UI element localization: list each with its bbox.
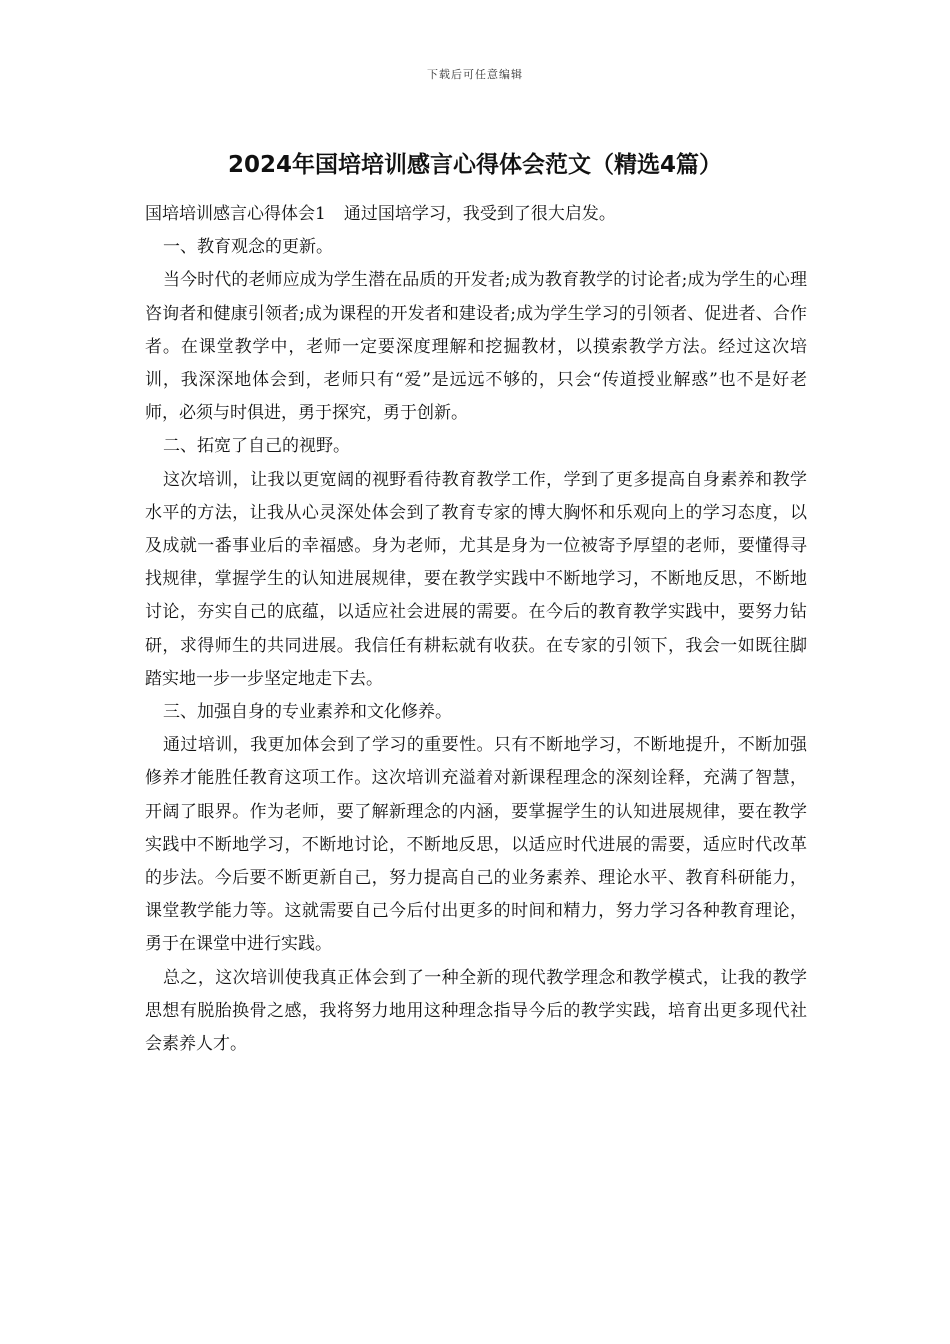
intro-label: 国培培训感言心得体会1 [145,204,326,224]
section-heading-3: 三、加强自身的专业素养和文化修养。 [163,702,452,723]
document-body [145,198,807,1061]
intro-text: 通过国培学习，我受到了很大启发。 [343,204,616,224]
section-body-3: 通过培训，我更加体会到了学习的重要性。只有不断地学习，不断地提升，不断加强修养才能胜任教育这项工作。这次培训充溢着对新课程理念的深刻诠释，充满了智慧，开阔了眼界。作为老师，要了解新理念的内涵，要掌握学生的认知进展规律，要在教学实践中不断地学习，不断地讨论，不断地反思，以适应时代进展的需要，适应时代改革的步法。今后要不断更新自己，努力提高自己的业务素养、理论水平、教育科研能力，课堂教学能力等。这就需要自己今后付出更多的时间和精力，努力学习各种教育理论，勇于在课堂中进行实践。 [145,735,807,955]
section-body-2: 这次培训，让我以更宽阔的视野看待教育教学工作，学到了更多提高自身素养和教学水平的方法，让我从心灵深处体会到了教育专家的博大胸怀和乐观向上的学习态度，以及成就一番事业后的幸福感。身为老师，尤其是身为一位被寄予厚望的老师，要懂得寻找规律，掌握学生的认知进展规律，要在教学实践中不断地学习，不断地反思，不断地讨论，夯实自己的底蕴，以适应社会进展的需要。在今后的教育教学实践中，要努力钻研，求得师生的共同进展。我信任有耕耘就有收获。在专家的引领下，我会一如既往脚踏实地一步一步坚定地走下去。 [145,469,807,689]
intro-line [145,198,807,231]
header-note: 下载后可任意编辑 [427,68,523,81]
conclusion-paragraph: 总之，这次培训使我真正体会到了一种全新的现代教学理念和教学模式，让我的教学思想有脱胎换骨之感，我将努力地用这种理念指导今后的教学实践，培育出更多现代社会素养人才。 [145,967,807,1055]
section-body-1: 当今时代的老师应成为学生潜在品质的开发者;成为教育教学的讨论者;成为学生的心理咨询者和健康引领者;成为课程的开发者和建设者;成为学生学习的引领者、促进者、合作者。在课堂教学中，老师一定要深度理解和挖掘教材，以摸索教学方法。经过这次培训，我深深地体会到，老师只有“爱”是远远不够的，只会“传道授业解惑”也不是好老师，必须与时俱进，勇于探究，勇于创新。 [145,270,807,424]
section-heading-1: 一、教育观念的更新。 [163,237,333,258]
document-title: 2024年国培培训感言心得体会范文（精选4篇） [227,152,723,178]
section-heading-2: 二、拓宽了自己的视野。 [163,436,350,457]
